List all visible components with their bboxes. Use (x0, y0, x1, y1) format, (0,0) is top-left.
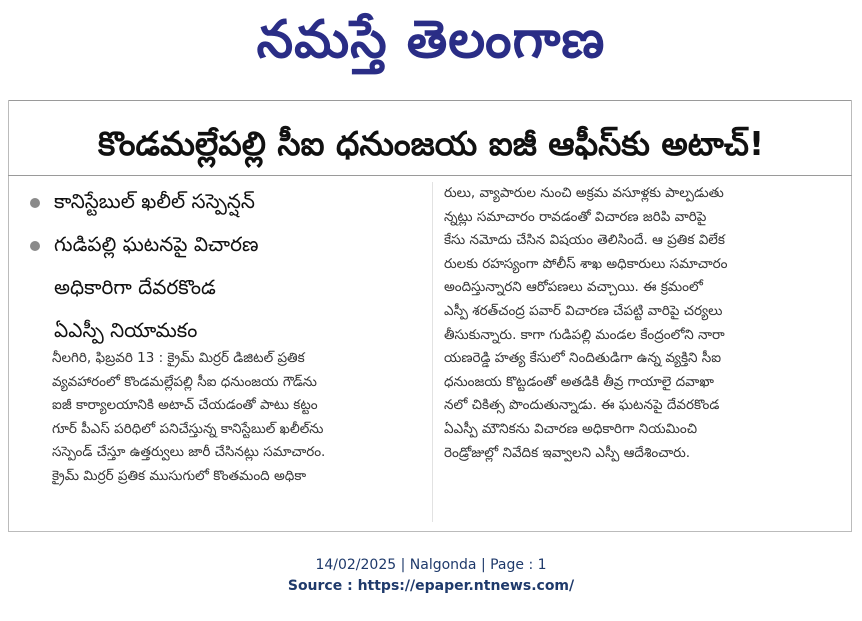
body-line: ఎస్పీ శరత్‌చంద్ర పవార్ విచారణ చేపట్టి వారిపై చర్యలు (444, 302, 723, 319)
body-line: రులకు రహస్యంగా పోలీస్ శాఖ అధికారులు సమాచారం (444, 255, 728, 272)
body-line: సస్పెండ్ చేస్తూ ఉత్తర్వులు జారీ చేసినట్లు సమాచారం. (52, 444, 326, 461)
bullet-text (54, 223, 259, 352)
bullet-line: గుడిపల్లి ఘటనపై విచారణ (54, 232, 259, 256)
body-line: యణరెడ్డి హత్య కేసులో నిందితుడిగా ఉన్న వ్యక్తిని సీఐ (444, 350, 722, 367)
article-headline: కొండమల్లేపల్లి సీఐ ధనుంజయ ఐజీ ఆఫీస్‌కు అటాచ్! (98, 124, 764, 163)
bullet-item (30, 223, 425, 352)
body-line: ఏఎస్పీ మౌనికను విచారణ అధికారిగా నియమించి (444, 420, 698, 437)
body-line: రెండ్రోజుల్లో నివేదిక ఇవ్వాలని ఎస్పీ ఆదేశించారు. (444, 444, 691, 461)
body-line: తీసుకున్నారు. కాగా గుడిపల్లి మండల కేంద్రంలోని నారా (444, 326, 725, 343)
body-line: ఐజీ కార్యాలయానికి అటాచ్ చేయడంతో పాటు కట్టం (52, 397, 318, 414)
body-line: వ్యవహారంలో కొండమల్లేపల్లి సీఐ ధనుంజయ గౌడ్‌ను (52, 373, 317, 390)
bullet-line: అధికారిగా దేవరకొండ (54, 275, 216, 299)
body-line: ధనుంజయ కొట్టడంతో అతడికి తీవ్ర గాయాలై దవాఖా (444, 373, 714, 390)
body-line: న్నట్లు సమాచారం రావడంతో విచారణ జరిపి వారిపై (444, 208, 707, 225)
bullet-item (30, 180, 425, 223)
body-line: కేసు నమోదు చేసిన విషయం తెలిసిందే. ఆ ప్రతిక విలేక (444, 232, 725, 249)
footer-source-link[interactable]: Source : https://epaper.ntnews.com/ (287, 578, 575, 594)
body-line: నలో చికిత్స పొందుతున్నాడు. ఈ ఘటనపై దేవరకొండ (444, 397, 720, 414)
bullet-line: ఏఎస్పీ నియామకం (54, 318, 198, 342)
bullet-dot-icon (30, 241, 40, 251)
bullet-line: కానిస్టేబుల్ ఖలీల్ సస్పెన్షన్ (54, 189, 255, 213)
body-line: అందిస్తున్నారని ఆరోపణలు వచ్చాయి. ఈ క్రమంలో (444, 279, 703, 296)
column-divider (432, 182, 433, 522)
body-line: క్రైమ్ మిర్రర్ ప్రతిక ముసుగులో కొంతమంది అధికా (52, 467, 307, 484)
left-border (8, 100, 9, 532)
article-body-left (52, 347, 422, 489)
newspaper-masthead: నమస్తే తెలంగాణ (256, 10, 606, 70)
article-body-right (444, 182, 834, 465)
body-line: రులు, వ్యాపారుల నుంచి అక్రమ వసూళ్లకు పాల్పడుతు (444, 185, 724, 201)
bullet-dot-icon (30, 198, 40, 208)
bullet-points (30, 180, 425, 352)
bottom-divider (8, 531, 852, 532)
footer (0, 555, 862, 597)
footer-meta: 14/02/2025 | Nalgonda | Page : 1 (315, 557, 547, 573)
body-line: గూర్ పీఎస్ పరిధిలో పనిచేస్తున్న కానిస్టేబుల్ ఖలీల్‌ను (52, 420, 324, 437)
headline-divider (8, 175, 852, 176)
bullet-text (54, 180, 255, 223)
top-divider (8, 100, 852, 101)
body-line: నీలగిరి, ఫిబ్రవరి 13 : క్రైమ్ మిర్రర్ డిజిటల్ ప్రతిక (52, 350, 305, 366)
